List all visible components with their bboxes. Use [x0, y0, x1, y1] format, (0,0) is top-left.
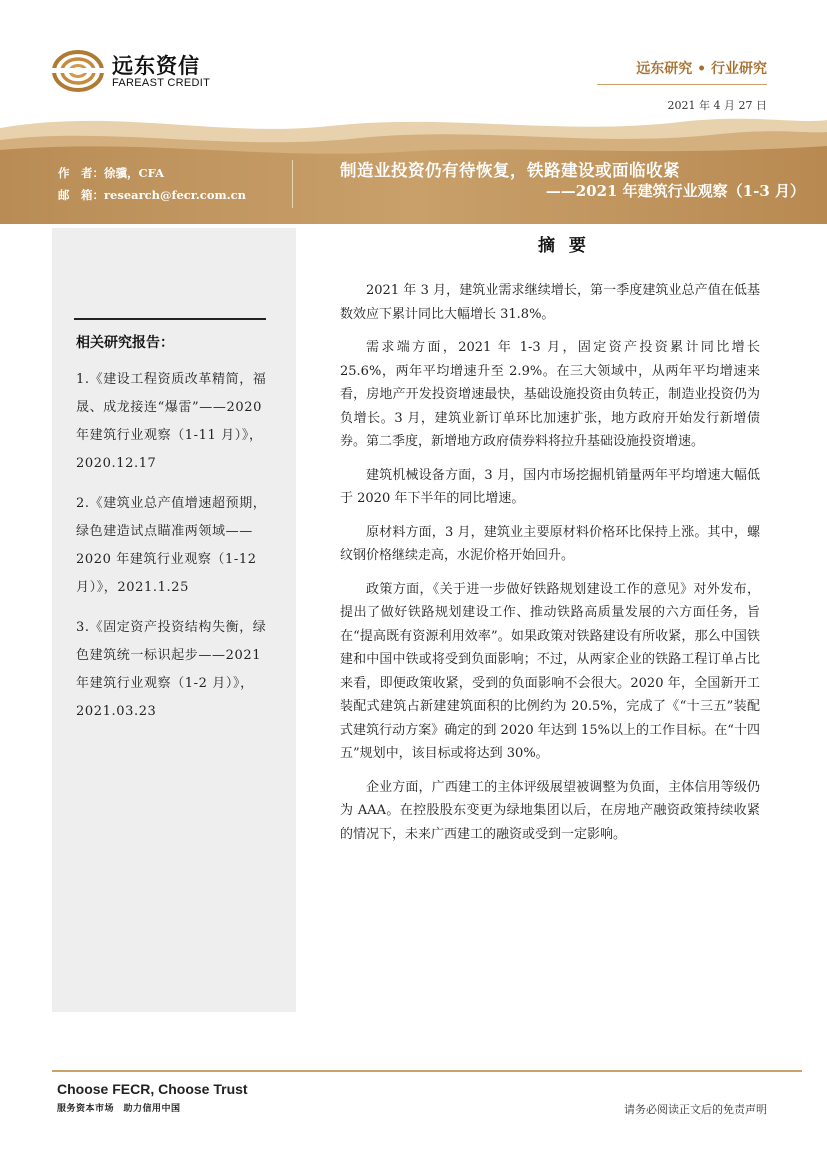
fareast-logo-icon	[52, 48, 104, 94]
company-logo	[52, 48, 252, 98]
summary-heading: 摘 要	[538, 236, 590, 256]
footer-slogan-en: Choose FECR, Choose Trust	[57, 1081, 248, 1097]
related-reports-list	[76, 366, 272, 738]
footer-divider	[52, 1070, 802, 1072]
related-report-item: 2.《建筑业总产值增速超预期，绿色建造试点瞄准两领域——2020 年建筑行业观察（1-12 月）》，2021.1.25	[76, 496, 267, 595]
author-line: 作 者：徐骥，CFA	[58, 166, 165, 180]
summary-paragraph: 原材料方面，3 月，建筑业主要原材料价格环比保持上涨。其中，螺纹钢价格继续走高，水泥价格开始回升。	[340, 524, 760, 563]
summary-paragraph: 2021 年 3 月，建筑业需求继续增长，第一季度建筑业总产值在低基数效应下累计同比大幅增长 31.8%。	[340, 283, 760, 322]
header-divider	[597, 84, 767, 85]
summary-body	[340, 279, 760, 856]
report-subtitle: ——2021 年建筑行业观察（1-3 月）	[545, 182, 805, 200]
report-title: 制造业投资仍有待恢复，铁路建设或面临收紧	[340, 161, 680, 180]
sidebar-divider	[74, 318, 266, 320]
summary-paragraph: 政策方面，《关于进一步做好铁路规划建设工作的意见》对外发布，提出了做好铁路规划建设工作、推动铁路高质量发展的六方面任务，旨在“提高既有资源利用效率”。如果政策对铁路建设有所收紧，那么中国铁建和中国中铁或将受到负面影响；不过，从两家企业的铁路工程订单占比来看，即便政策收紧，受到的负面影响不会很大。2020 年，全国新开工装配式建筑占新建建筑面积的比例约为 20.5%，完成了《“十三五”装配式建筑行动方案》确定的到 2020 年达到 15%以上的工作目标。在“十四五”规划中，该目标或将达到 30%。	[340, 581, 760, 761]
report-series: 远东研究 • 行业研究	[636, 61, 767, 77]
related-report-item: 3.《固定资产投资结构失衡，绿色建筑统一标识起步——2021 年建筑行业观察（1-2 月）》，2021.03.23	[76, 620, 267, 719]
brand-name-en: FAREAST CREDIT	[112, 77, 211, 89]
related-report-item: 1.《建设工程资质改革精简，福晟、成龙接连“爆雷”——2020 年建筑行业观察（1-11 月）》，2020.12.17	[76, 372, 267, 471]
summary-paragraph: 企业方面，广西建工的主体评级展望被调整为负面，主体信用等级仍为 AAA。在控股股东变更为绿地集团以后，在房地产融资政策持续收紧的情况下，未来广西建工的融资或受到一定影响。	[340, 779, 760, 842]
brand-name-cn: 远东资信	[112, 54, 200, 78]
footer-disclaimer: 请务必阅读正文后的免责声明	[624, 1103, 767, 1116]
related-reports-heading: 相关研究报告：	[76, 335, 174, 351]
summary-paragraph: 建筑机械设备方面，3 月，国内市场挖掘机销量两年平均增速大幅低于 2020 年下半年的同比增速。	[340, 467, 760, 506]
summary-paragraph: 需求端方面，2021 年 1-3 月，固定资产投资累计同比增长 25.6%，两年平均增速升至 2.9%。在三大领域中，从两年平均增速来看，房地产开发投资增速最快，基础设施投资由负转正，制造业投资仍为负增长。3 月，建筑业新订单环比加速扩张，地方政府开始发行新增债券。第二季度，新增地方政府债券料将拉升基础设施投资增速。	[340, 340, 760, 449]
banner-divider	[292, 160, 293, 208]
email-line: 邮 箱：research@fecr.com.cn	[58, 188, 247, 202]
sidebar	[52, 228, 296, 1012]
footer-slogan-cn: 服务资本市场 助力信用中国	[57, 1104, 181, 1114]
report-date: 2021 年 4 月 27 日	[667, 99, 767, 112]
